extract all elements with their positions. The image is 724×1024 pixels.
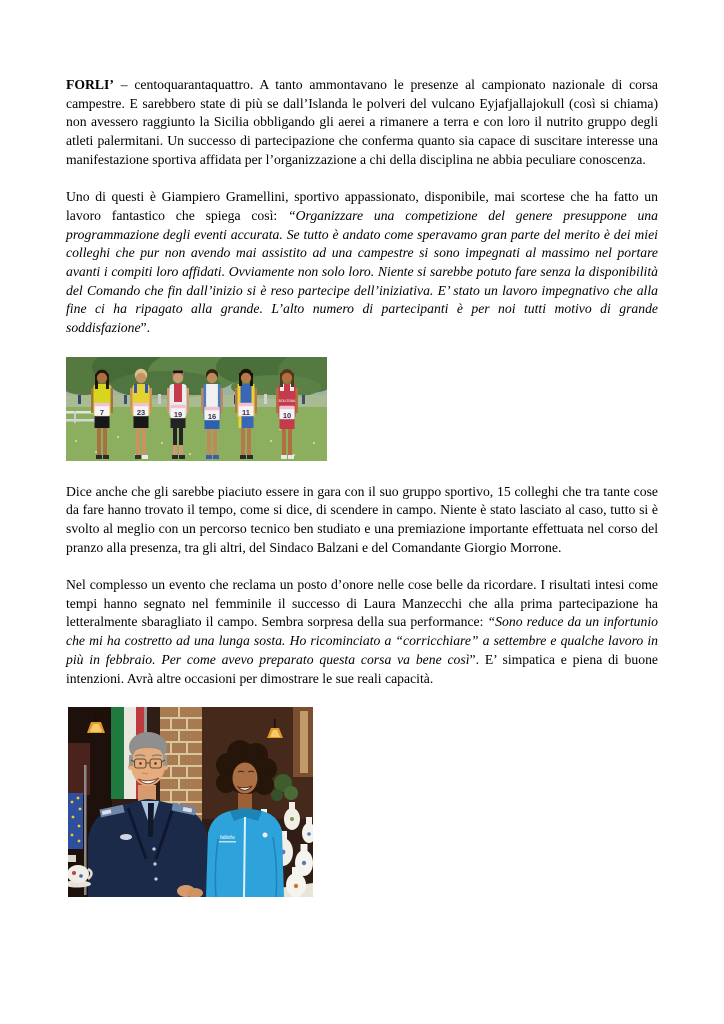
text-segment-italic: “Organizzare una competizione del genere presuppone una programmazione degli eventi accurata. Se tutto è andato come speravamo gran parte del merito è dei miei colleghi che pur non avendo mai assistito ad una campestre si sono impegnati al massimo nel portare avanti i compiti loro affidati. Ovviamente non solo loro. Niente si sarebbe potuto fare senza la disponibilità del Comando che fin dall’inizio si è reso partecipe dell’iniziativa. E’ stato un lavoro impegnativo che alla fine ci ha ripagato alla grande. L’alto numero di partecipanti è per noi tutti motivo di grande soddisfazione: [66, 207, 658, 336]
bib-number-4: 16: [207, 411, 217, 421]
paragraph-gramellini-quote: [66, 188, 658, 338]
paragraph-manzecchi: [66, 576, 658, 688]
text-segment-normal: Nel complesso un evento che reclama un posto d’onore nelle cose belle da ricordare. I risultati intesi come tempi hanno segnato nel femminile il successo di Laura Manzecchi che alla prima partecipazione ha letteralmente sbaragliato il campo. Sembra sorpresa della sua performance:: [66, 577, 658, 630]
text-segment-normal: – centoquarantaquattro. A tanto ammontavano le presenze al campionato nazionale di corsa campestre. E sarebbero state di più se dall’Islanda le polveri del vulcano Eyjafjallajokull (così si chiama) non avessero raggiunto la Sicilia obbligando gli aerei a rimanere a terra e con loro il nutrito gruppo degli atleti palermitani. Un successo di partecipazione che conferma quanto sia capace di suscitare interesse una manifestazione sportiva affidata per l’organizzazione a chi della disciplina ne abbia peculiare conoscenza.: [66, 77, 658, 167]
ceremony-photo-illustration: [68, 707, 313, 897]
paragraph-event-details: [66, 483, 658, 558]
bib-number-1: 7: [99, 407, 105, 417]
bib-number-2: 23: [136, 407, 146, 417]
jacket-logo-text: falletta: [220, 834, 235, 841]
photo2-athlete: [206, 740, 284, 897]
runners-photo-illustration: [66, 357, 327, 461]
text-segment-normal: ”. E’ simpatica e piena di buone intenzioni. Avrà altre occasioni per dimostrare le sue reali capacità.: [66, 651, 658, 686]
paragraph-intro: [66, 76, 658, 170]
bib-number-6: 10: [282, 410, 292, 420]
photo-runners-group: [66, 357, 658, 461]
bib-number-3: 19: [173, 409, 183, 419]
text-segment-normal: Dice anche che gli sarebbe piaciuto essere in gara con il suo gruppo sportivo, 15 colleghi che tra tante cose da fare hanno trovato il tempo, come si dice, di scendere in campo. Niente è stato lasciato al caso, tutto si è svolto al meglio con un percorso tecnico ben studiato e una premiazione importante effettuata nel corso del pranzo alla presenza, tra gli altri, del Sindaco Balzani e del Comandante Giorgio Morrone.: [66, 483, 658, 555]
text-segment-normal: ”.: [140, 320, 151, 336]
text-segment-bold: FORLI’: [66, 77, 114, 92]
text-segment-normal: Uno di questi è Giampiero Gramellini, sportivo appassionato, disponibile, mai scortese che ha fatto un lavoro fantastico che spiega così:: [66, 189, 658, 223]
jersey-text: BOLOGNA: [278, 398, 296, 403]
photo-award-ceremony: [68, 707, 658, 897]
article-body: [66, 76, 658, 897]
bib-number-5: 11: [242, 407, 250, 417]
text-segment-italic: “Sono reduce da un infortunio che mi ha costretto ad una lunga sosta. Ho ricominciato a “corricchiare” a settembre e qualche lavoro in più in febbraio. Per come avevo preparato questa corsa va bene così: [66, 614, 658, 667]
